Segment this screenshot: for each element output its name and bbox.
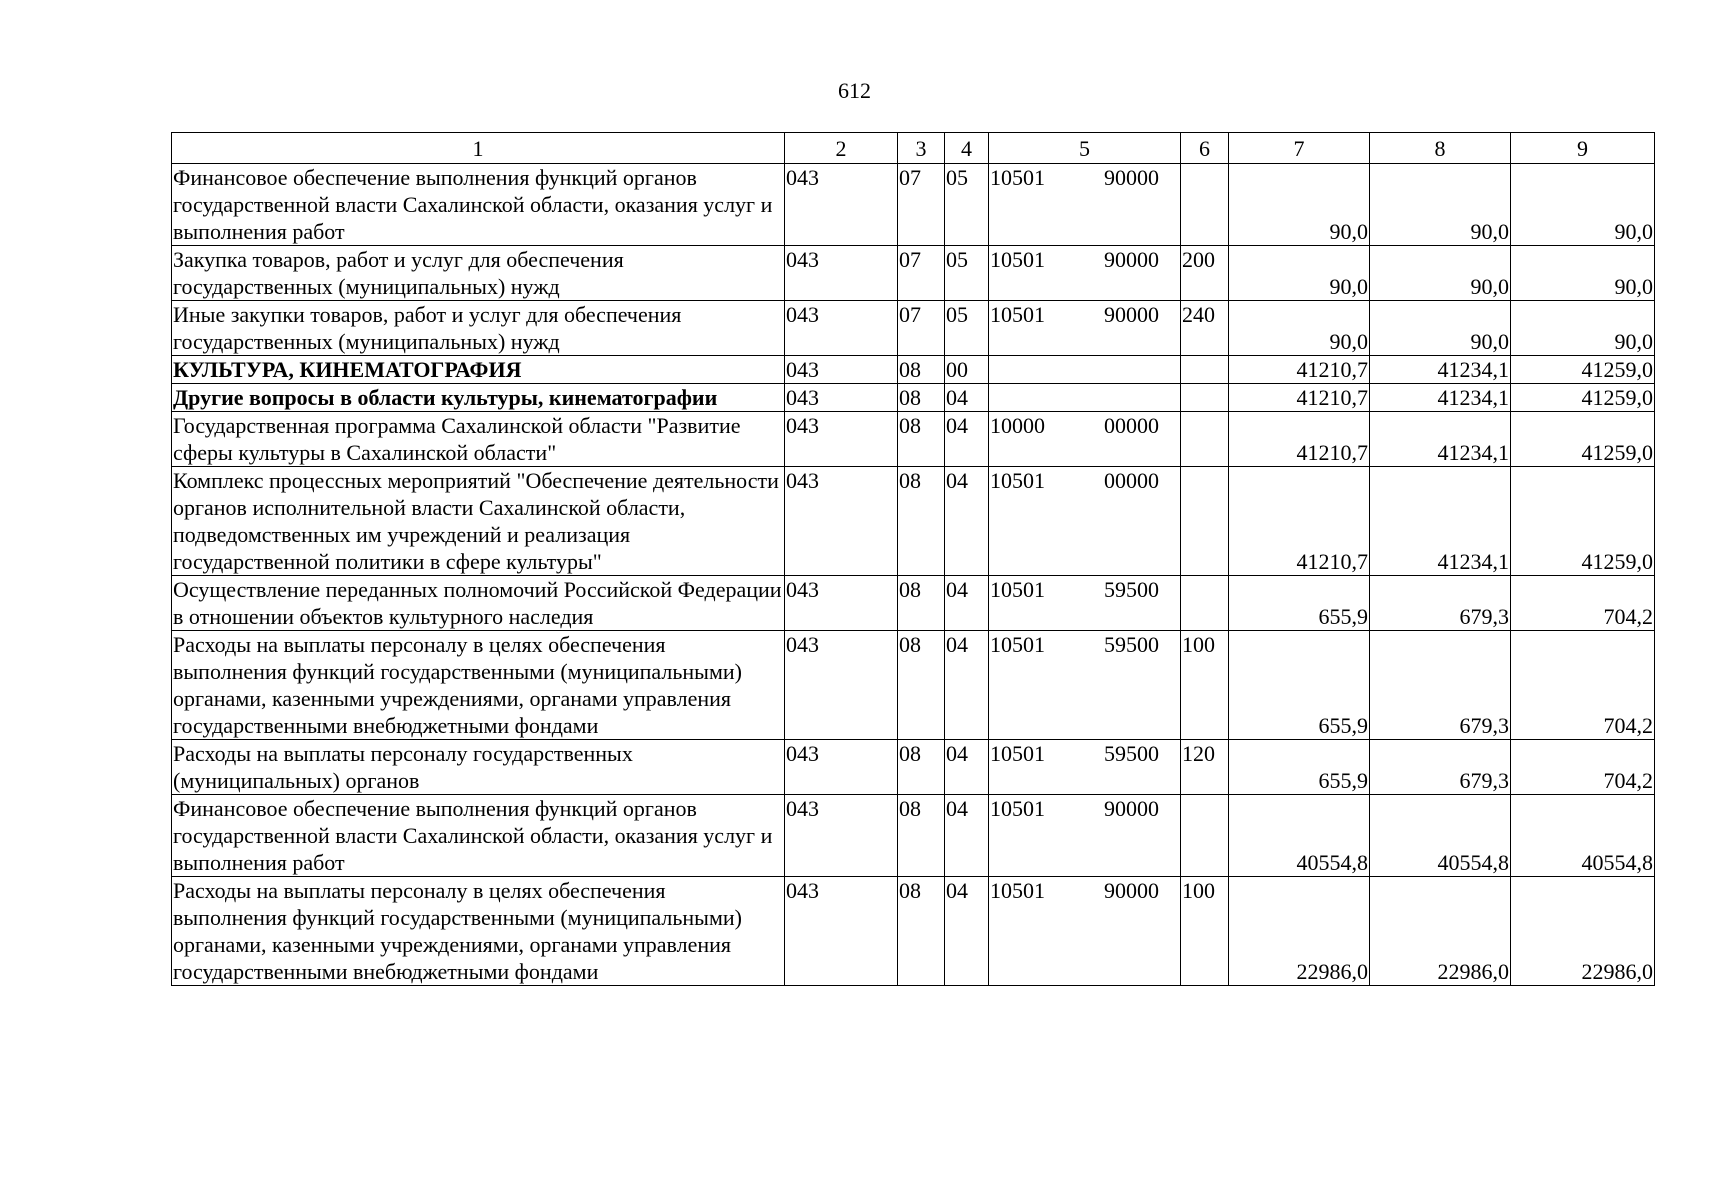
expense-type-cell: 240 [1181, 301, 1229, 356]
amount-cell-col8: 41234,1 [1370, 356, 1511, 384]
target-article-direction-code: 00000 [1104, 413, 1159, 438]
header-cell: 2 [785, 133, 898, 164]
amount-cell-col9: 40554,8 [1511, 795, 1655, 877]
amount-cell-col7: 90,0 [1229, 246, 1370, 301]
amount-cell-col8: 41234,1 [1370, 467, 1511, 576]
header-cell: 1 [172, 133, 785, 164]
table-row [172, 795, 1655, 877]
target-article-program-code: 10501 [990, 632, 1045, 657]
section-code-cell: 08 [898, 877, 945, 986]
section-code-cell: 08 [898, 467, 945, 576]
subsection-code-cell: 04 [945, 740, 989, 795]
subsection-code-cell: 04 [945, 631, 989, 740]
ministry-code-cell: 043 [785, 740, 898, 795]
target-article-cell [989, 740, 1181, 795]
target-article-direction-code: 90000 [1104, 165, 1159, 190]
target-article-cell [989, 246, 1181, 301]
amount-cell-col9: 704,2 [1511, 576, 1655, 631]
subsection-code-cell: 05 [945, 246, 989, 301]
amount-cell-col7: 90,0 [1229, 301, 1370, 356]
table-row [172, 164, 1655, 246]
amount-cell-col8: 41234,1 [1370, 412, 1511, 467]
row-name-cell: Расходы на выплаты персоналу государственных (муниципальных) органов [172, 740, 785, 795]
section-code-cell: 07 [898, 246, 945, 301]
row-name-cell: Расходы на выплаты персоналу в целях обеспечения выполнения функций государственными (муниципальными) органами, казенными учреждениями, органами управления государственными внебюджетными фондами [172, 631, 785, 740]
amount-cell-col9: 41259,0 [1511, 467, 1655, 576]
amount-cell-col8: 679,3 [1370, 631, 1511, 740]
target-article-cell [989, 795, 1181, 877]
expense-type-cell [1181, 467, 1229, 576]
amount-cell-col8: 90,0 [1370, 301, 1511, 356]
target-article-program-code: 10501 [990, 165, 1045, 190]
amount-cell-col7: 90,0 [1229, 164, 1370, 246]
expense-type-cell [1181, 164, 1229, 246]
subsection-code-cell: 05 [945, 301, 989, 356]
table-row [172, 384, 1655, 412]
target-article-cell [989, 412, 1181, 467]
table-row [172, 740, 1655, 795]
amount-cell-col8: 679,3 [1370, 576, 1511, 631]
target-article-cell [989, 467, 1181, 576]
table-row [172, 246, 1655, 301]
table-body [172, 164, 1655, 986]
section-code-cell: 08 [898, 384, 945, 412]
subsection-code-cell: 04 [945, 795, 989, 877]
expense-type-cell: 100 [1181, 631, 1229, 740]
header-cell: 4 [945, 133, 989, 164]
ministry-code-cell: 043 [785, 301, 898, 356]
amount-cell-col7: 41210,7 [1229, 412, 1370, 467]
section-code-cell: 08 [898, 576, 945, 631]
target-article-direction-code: 59500 [1104, 632, 1159, 657]
row-name-cell: Комплекс процессных мероприятий "Обеспечение деятельности органов исполнительной власти Сахалинской области, подведомственных им учреждений и реализация государственной политики в сфере культуры" [172, 467, 785, 576]
amount-cell-col8: 40554,8 [1370, 795, 1511, 877]
section-code-cell: 08 [898, 740, 945, 795]
target-article-program-code: 10501 [990, 796, 1045, 821]
target-article-program-code: 10000 [990, 413, 1045, 438]
amount-cell-col7: 41210,7 [1229, 384, 1370, 412]
amount-cell-col9: 90,0 [1511, 301, 1655, 356]
target-article-direction-code: 90000 [1104, 796, 1159, 821]
amount-cell-col7: 41210,7 [1229, 356, 1370, 384]
expense-type-cell [1181, 795, 1229, 877]
table-row [172, 412, 1655, 467]
header-cell: 5 [989, 133, 1181, 164]
target-article-program-code: 10501 [990, 741, 1045, 766]
amount-cell-col9: 90,0 [1511, 246, 1655, 301]
subsection-code-cell: 04 [945, 384, 989, 412]
ministry-code-cell: 043 [785, 164, 898, 246]
amount-cell-col7: 655,9 [1229, 576, 1370, 631]
ministry-code-cell: 043 [785, 631, 898, 740]
expense-type-cell: 120 [1181, 740, 1229, 795]
target-article-direction-code: 90000 [1104, 878, 1159, 903]
target-article-program-code: 10501 [990, 577, 1045, 602]
amount-cell-col9: 41259,0 [1511, 384, 1655, 412]
subsection-code-cell: 04 [945, 877, 989, 986]
expense-type-cell [1181, 356, 1229, 384]
row-name-cell: Финансовое обеспечение выполнения функций органов государственной власти Сахалинской области, оказания услуг и выполнения работ [172, 795, 785, 877]
section-code-cell: 08 [898, 412, 945, 467]
amount-cell-col9: 90,0 [1511, 164, 1655, 246]
row-name-cell: КУЛЬТУРА, КИНЕМАТОГРАФИЯ [172, 356, 785, 384]
section-code-cell: 08 [898, 356, 945, 384]
ministry-code-cell: 043 [785, 412, 898, 467]
target-article-program-code: 10501 [990, 468, 1045, 493]
header-cell: 3 [898, 133, 945, 164]
row-name-cell: Осуществление переданных полномочий Российской Федерации в отношении объектов культурного наследия [172, 576, 785, 631]
row-name-cell: Закупка товаров, работ и услуг для обеспечения государственных (муниципальных) нужд [172, 246, 785, 301]
amount-cell-col9: 704,2 [1511, 740, 1655, 795]
target-article-cell [989, 576, 1181, 631]
table-row [172, 631, 1655, 740]
amount-cell-col8: 41234,1 [1370, 384, 1511, 412]
subsection-code-cell: 04 [945, 467, 989, 576]
section-code-cell: 07 [898, 164, 945, 246]
amount-cell-col8: 679,3 [1370, 740, 1511, 795]
target-article-cell [989, 877, 1181, 986]
page-number: 612 [838, 78, 871, 103]
target-article-cell [989, 384, 1181, 412]
amount-cell-col7: 41210,7 [1229, 467, 1370, 576]
ministry-code-cell: 043 [785, 384, 898, 412]
header-cell: 6 [1181, 133, 1229, 164]
target-article-cell [989, 631, 1181, 740]
table-row [172, 877, 1655, 986]
ministry-code-cell: 043 [785, 877, 898, 986]
target-article-cell [989, 356, 1181, 384]
amount-cell-col9: 41259,0 [1511, 412, 1655, 467]
target-article-program-code: 10501 [990, 302, 1045, 327]
subsection-code-cell: 04 [945, 576, 989, 631]
header-cell: 9 [1511, 133, 1655, 164]
target-article-program-code: 10501 [990, 878, 1045, 903]
subsection-code-cell: 05 [945, 164, 989, 246]
expense-type-cell: 200 [1181, 246, 1229, 301]
subsection-code-cell: 04 [945, 412, 989, 467]
amount-cell-col7: 655,9 [1229, 740, 1370, 795]
target-article-direction-code: 90000 [1104, 247, 1159, 272]
row-name-cell: Расходы на выплаты персоналу в целях обеспечения выполнения функций государственными (муниципальными) органами, казенными учреждениями, органами управления государственными внебюджетными фондами [172, 877, 785, 986]
target-article-cell [989, 164, 1181, 246]
expense-type-cell: 100 [1181, 877, 1229, 986]
row-name-cell: Государственная программа Сахалинской области "Развитие сферы культуры в Сахалинской области" [172, 412, 785, 467]
table-row [172, 356, 1655, 384]
target-article-cell [989, 301, 1181, 356]
target-article-program-code: 10501 [990, 247, 1045, 272]
section-code-cell: 07 [898, 301, 945, 356]
amount-cell-col9: 22986,0 [1511, 877, 1655, 986]
row-name-cell: Иные закупки товаров, работ и услуг для обеспечения государственных (муниципальных) нужд [172, 301, 785, 356]
subsection-code-cell: 00 [945, 356, 989, 384]
expense-type-cell [1181, 576, 1229, 631]
header-row [172, 133, 1655, 164]
ministry-code-cell: 043 [785, 246, 898, 301]
section-code-cell: 08 [898, 631, 945, 740]
ministry-code-cell: 043 [785, 795, 898, 877]
amount-cell-col8: 22986,0 [1370, 877, 1511, 986]
amount-cell-col7: 22986,0 [1229, 877, 1370, 986]
ministry-code-cell: 043 [785, 467, 898, 576]
header-cell: 7 [1229, 133, 1370, 164]
target-article-direction-code: 59500 [1104, 577, 1159, 602]
section-code-cell: 08 [898, 795, 945, 877]
table-row [172, 576, 1655, 631]
amount-cell-col7: 655,9 [1229, 631, 1370, 740]
amount-cell-col8: 90,0 [1370, 246, 1511, 301]
row-name-cell: Финансовое обеспечение выполнения функций органов государственной власти Сахалинской области, оказания услуг и выполнения работ [172, 164, 785, 246]
budget-table [171, 132, 1655, 986]
target-article-direction-code: 59500 [1104, 741, 1159, 766]
target-article-direction-code: 00000 [1104, 468, 1159, 493]
amount-cell-col7: 40554,8 [1229, 795, 1370, 877]
table-row [172, 467, 1655, 576]
header-cell: 8 [1370, 133, 1511, 164]
table-row [172, 301, 1655, 356]
target-article-direction-code: 90000 [1104, 302, 1159, 327]
expense-type-cell [1181, 412, 1229, 467]
amount-cell-col8: 90,0 [1370, 164, 1511, 246]
row-name-cell: Другие вопросы в области культуры, кинематографии [172, 384, 785, 412]
ministry-code-cell: 043 [785, 356, 898, 384]
amount-cell-col9: 41259,0 [1511, 356, 1655, 384]
amount-cell-col9: 704,2 [1511, 631, 1655, 740]
expense-type-cell [1181, 384, 1229, 412]
ministry-code-cell: 043 [785, 576, 898, 631]
